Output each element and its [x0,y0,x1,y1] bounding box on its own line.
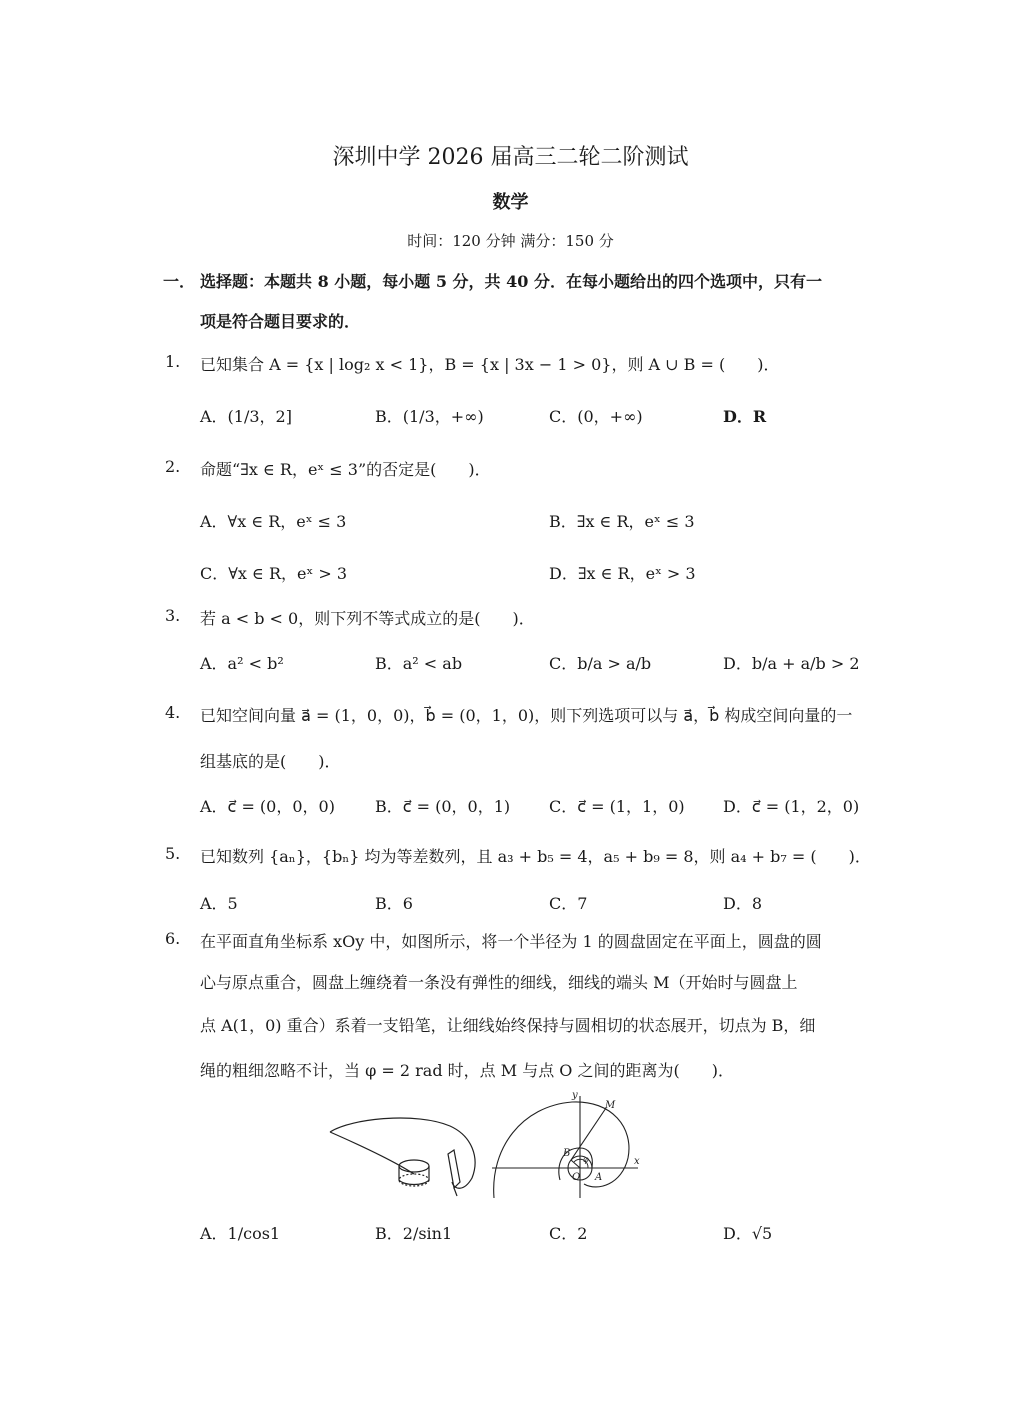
option-b: B．(1/3，+∞) [375,407,484,426]
option-c: C．b/a > a/b [549,654,652,673]
option-c: C．c⃗ = (1，1，0) [549,797,685,816]
question-number: 2. [165,457,181,476]
question-text-line2: 心与原点重合，圆盘上缠绕着一条没有弹性的细线，细线的端头 M（开始时与圆盘上 [200,973,798,992]
option-b: B．2/sin1 [375,1224,453,1243]
option-c: C．2 [549,1224,588,1243]
question-number: 3. [165,606,181,625]
label-b: B [563,1148,571,1159]
option-a: A．∀x ∈ R，eˣ ≤ 3 [200,512,347,531]
option-c: C．∀x ∈ R，eˣ > 3 [200,564,347,583]
section-marker: 一． [163,272,196,291]
option-b: B．∃x ∈ R，eˣ ≤ 3 [549,512,695,531]
question-text-line3: 点 A(1，0) 重合）系着一支铅笔，让细线始终保持与圆相切的状态展开，切点为 B，细 [200,1016,816,1035]
question-text-line4: 绳的粗细忽略不计，当 φ = 2 rad 时，点 M 与点 O 之间的距离为( )． [200,1061,734,1080]
option-a: A．(1/3，2] [200,407,292,426]
label-o: O [572,1172,581,1183]
option-b: B．a² < ab [375,654,463,673]
option-d: D．b/a + a/b > 2 [723,654,860,673]
question-number: 5. [165,844,181,863]
option-a: A．5 [200,894,238,913]
option-a: A．1/cos1 [200,1224,281,1243]
question-number: 6. [165,929,181,948]
question-text: 若 a < b < 0，则下列不等式成立的是( )． [200,609,535,628]
involute-figure [322,1088,652,1200]
pencil-disc-illustration [330,1118,475,1196]
involute-curve [494,1102,629,1198]
option-b: B．c⃗ = (0，0，1) [375,797,511,816]
label-x: x [634,1156,640,1167]
question-text: 已知数列 {aₙ}，{bₙ} 均为等差数列，且 a₃ + b₅ = 4，a₅ + b₉ = 8，则 a₄ + b₇ = ( )． [200,847,871,866]
question-text-line1: 在平面直角坐标系 xOy 中，如图所示，将一个半径为 1 的圆盘固定在平面上，圆盘的圆 [200,932,822,951]
coordinate-diagram [492,1096,638,1198]
option-d: D．√5 [723,1224,773,1243]
question-number: 1. [165,352,181,371]
question-text-line2: 组基底的是( )． [200,752,341,771]
label-phi: φ [583,1155,589,1164]
label-m: M [605,1100,616,1111]
tangent-line [571,1108,606,1160]
time-info: 时间：120 分钟 满分：150 分 [407,232,614,250]
option-d: D．∃x ∈ R，eˣ > 3 [549,564,696,583]
question-number: 4. [165,703,181,722]
option-d: D．R [723,407,767,426]
option-a: A．a² < b² [200,654,284,673]
subject-title: 数学 [492,192,529,213]
label-y: y [572,1090,578,1101]
question-text: 命题“∃x ∈ R，eˣ ≤ 3”的否定是( )． [200,460,491,479]
section-heading-line1: 选择题：本题共 8 小题，每小题 5 分，共 40 分．在每小题给出的四个选项中，只有一 [200,272,822,291]
question-text: 已知集合 A = {x | log₂ x < 1}，B = {x | 3x − 1 > 0}，则 A ∪ B = ( )． [200,355,780,374]
option-c: C．(0，+∞) [549,407,643,426]
label-a: A [595,1172,603,1183]
exam-title: 深圳中学 2026 届高三二轮二阶测试 [332,145,689,170]
section-heading-line2: 项是符合题目要求的． [200,312,361,331]
option-b: B．6 [375,894,413,913]
option-d: D．c⃗ = (1，2，0) [723,797,860,816]
option-d: D．8 [723,894,763,913]
question-text-line1: 已知空间向量 a⃗ = (1，0，0)，b⃗ = (0，1，0)，则下列选项可以与 a⃗，b⃗ 构成空间向量的一 [200,706,853,725]
option-a: A．c⃗ = (0，0，0) [200,797,335,816]
option-c: C．7 [549,894,588,913]
